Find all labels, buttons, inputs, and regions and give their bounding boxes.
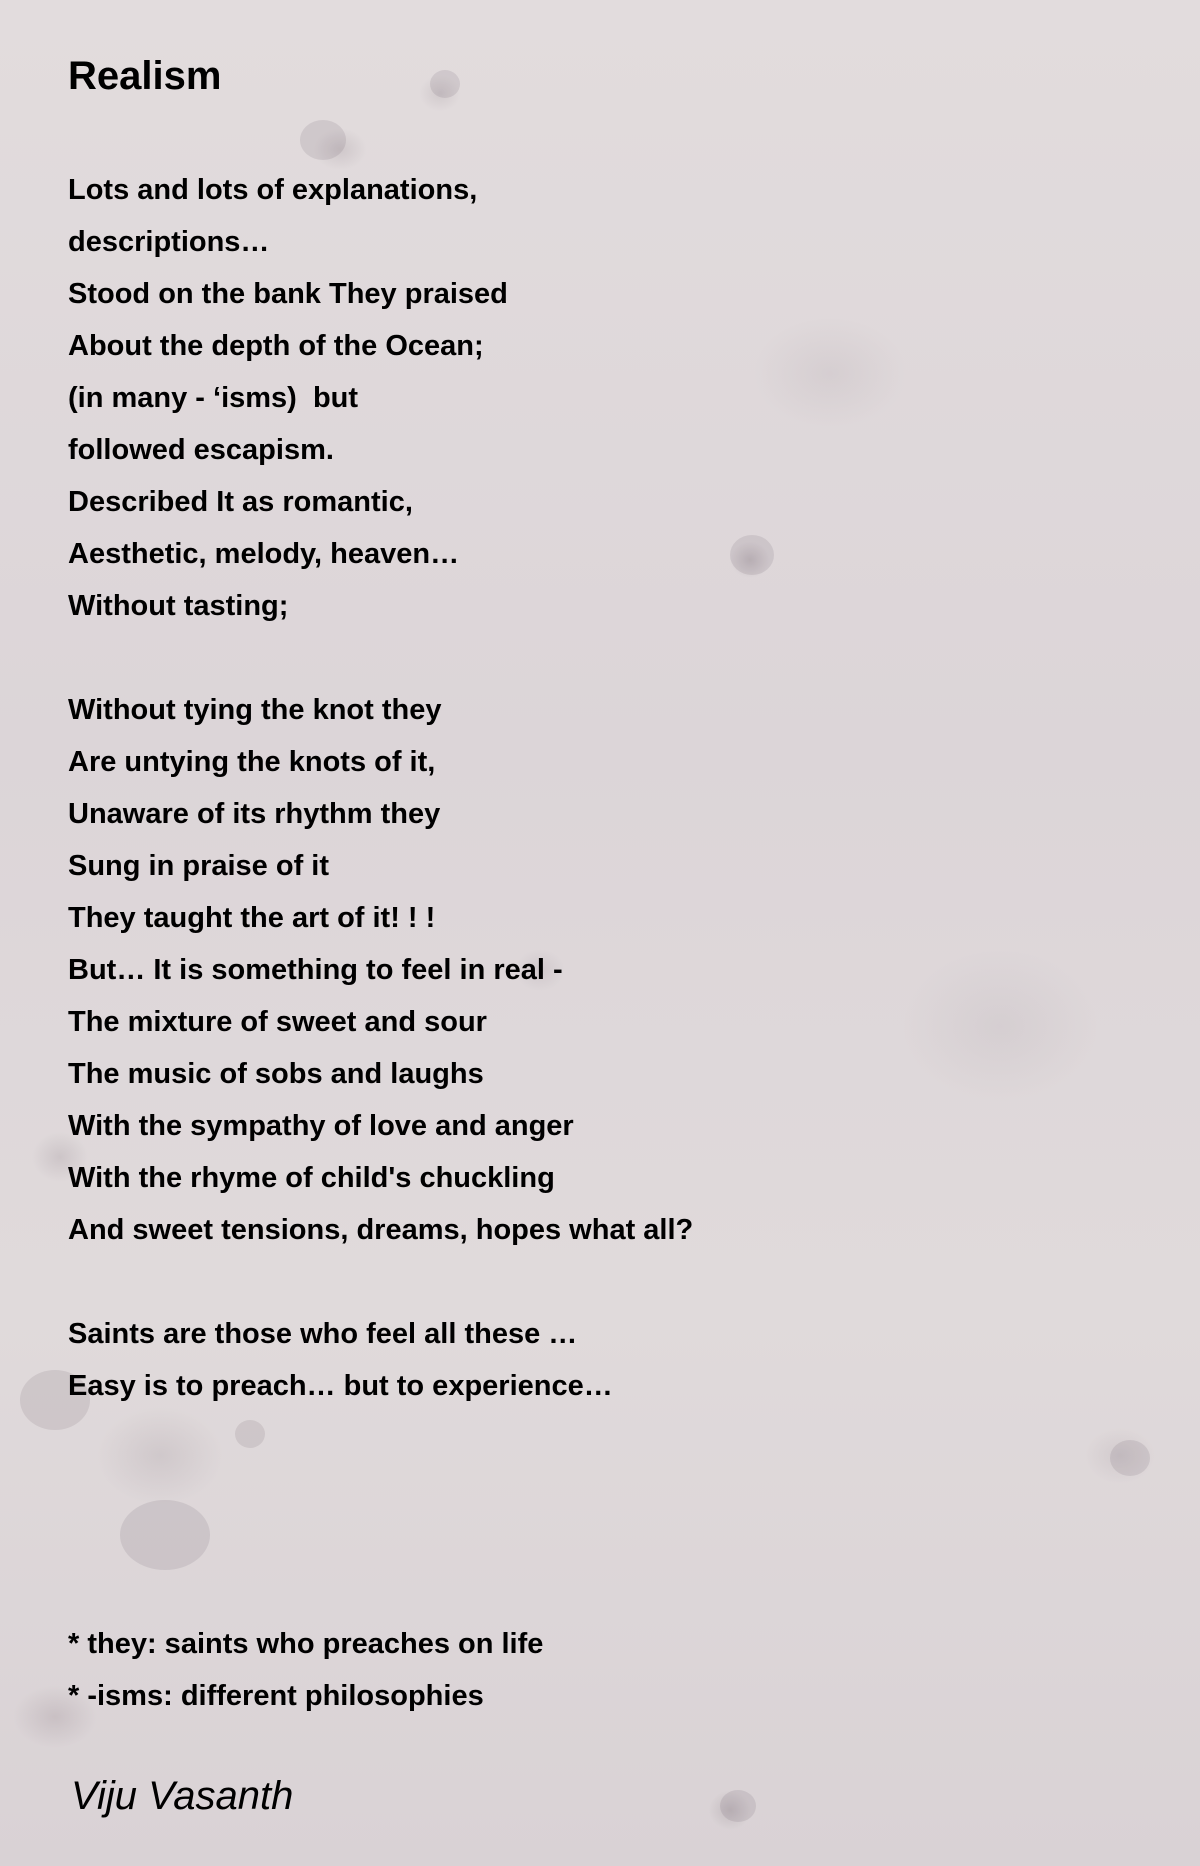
poem-line: Easy is to preach… but to experience… — [68, 1370, 613, 1402]
poem-line: About the depth of the Ocean; — [68, 330, 484, 362]
poem-note: * -isms: different philosophies — [68, 1680, 484, 1712]
poem-line: followed escapism. — [68, 434, 334, 466]
poem-line: (in many - ‘isms) but — [68, 382, 359, 414]
poem-line: Saints are those who feel all these … — [68, 1318, 578, 1350]
poem-line: The mixture of sweet and sour — [68, 1006, 487, 1038]
poem-line: Unaware of its rhythm they — [68, 798, 441, 830]
poem-line: The music of sobs and laughs — [68, 1058, 484, 1090]
poem-line: With the rhyme of child's chuckling — [68, 1162, 555, 1194]
stanza-1 — [68, 164, 1128, 632]
poem-line: But… It is something to feel in real - — [68, 954, 563, 986]
poem-page — [68, 48, 1128, 1824]
stanza-2 — [68, 684, 1128, 1256]
poem-line: And sweet tensions, dreams, hopes what all? — [68, 1214, 694, 1246]
poem-line: Without tying the knot they — [68, 694, 442, 726]
poem-note: * they: saints who preaches on life — [68, 1628, 544, 1660]
poem-line: Lots and lots of explanations, — [68, 174, 478, 206]
poem-title: Realism — [68, 54, 222, 98]
stanza-3 — [68, 1308, 1128, 1412]
poem-line: Are untying the knots of it, — [68, 746, 436, 778]
poem-line: Described It as romantic, — [68, 486, 413, 518]
poem-line: With the sympathy of love and anger — [68, 1110, 574, 1142]
poem-line: Without tasting; — [68, 590, 289, 622]
poem-line: Sung in praise of it — [68, 850, 330, 882]
poem-notes — [68, 1618, 1128, 1722]
poem-line: Aesthetic, melody, heaven… — [68, 538, 460, 570]
poem-line: Stood on the bank They praised — [68, 278, 508, 310]
poem-author: Viju Vasanth — [71, 1774, 294, 1818]
poem-line: descriptions… — [68, 226, 270, 258]
poem-line: They taught the art of it! ! ! — [68, 902, 436, 934]
